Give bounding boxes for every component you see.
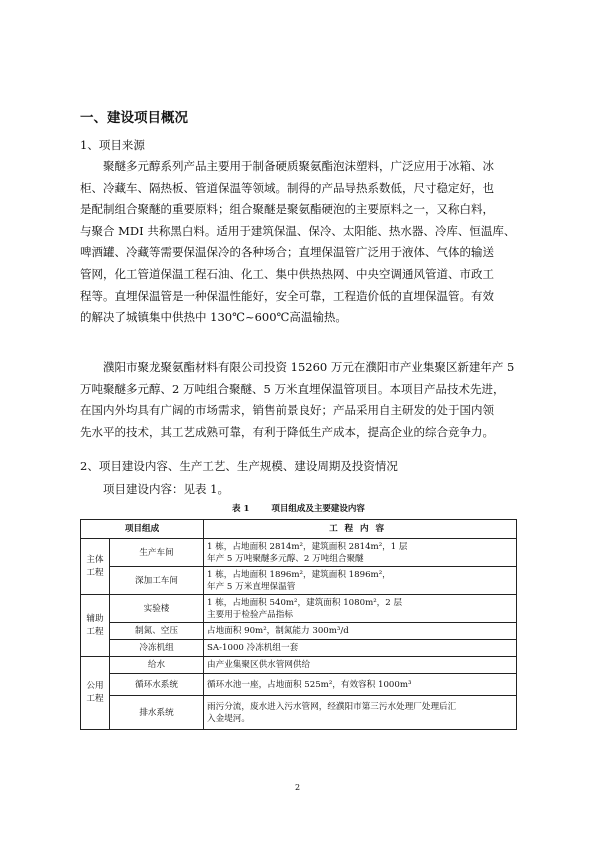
detail-cell: [204, 623, 517, 640]
table-row: [81, 567, 517, 595]
table-row: [81, 640, 517, 657]
detail-line: 1 栋，占地面积 540m²，建筑面积 1080m²，2 层: [207, 597, 403, 608]
group-cell-line: 公用: [86, 681, 104, 691]
paragraph-line: 项目建设内容：见表 1。: [103, 482, 229, 496]
group-cell-line: 主体: [86, 554, 104, 565]
detail-cell: [204, 567, 517, 595]
table-row: [81, 595, 517, 623]
paragraph-line: 啤酒罐、冷藏等需要保温保冷的各种场合；直埋保温管广泛用于液体、气体的输送: [80, 245, 494, 260]
group-cell: [81, 595, 110, 657]
paragraph-line: 先水平的技术，其工艺成熟可靠，有利于降低生产成本，提高企业的综合竞争力。: [80, 424, 494, 439]
item-cell: 循环水系统: [110, 674, 204, 696]
detail-line: 年产 5 万米直埋保温管: [207, 581, 296, 592]
paragraph-line: 是配制组合聚醚的重要原料；组合聚醚是聚氨酯硬泡的主要原料之一，又称白料，: [80, 202, 494, 217]
paragraph-company-investment: [80, 357, 517, 443]
paragraph-line: 柜、冷藏车、隔热板、管道保温等领域。制得的产品导热系数低，尺寸稳定好，也: [80, 180, 494, 195]
section-title: 一、建设项目概况: [80, 110, 188, 126]
table-row: [81, 623, 517, 640]
project-composition-table: [80, 519, 517, 730]
paragraph-line: 在国内外均具有广阔的市场需求，销售前景良好；产品采用自主研发的处于国内领: [80, 403, 494, 418]
detail-cell: [204, 657, 517, 674]
group-cell-line: 工程: [86, 694, 104, 704]
paragraph-line: 管网，化工管道保温工程石油、化工、集中供热热网、中央空调通风管道、市政工: [80, 266, 494, 281]
detail-line: 入金堤河。: [207, 713, 250, 724]
detail-cell: [204, 696, 517, 730]
subsection-title-source: 1、项目来源: [80, 138, 145, 152]
table-header-row: [81, 520, 517, 539]
table-row: [81, 696, 517, 730]
group-cell-line: 工程: [86, 626, 104, 637]
item-cell: 实验楼: [110, 595, 204, 623]
subsection-title-construction: 2、项目建设内容、生产工艺、生产规模、建设周期及投资情况: [80, 459, 398, 473]
paragraph-line: 程等。直埋保温管是一种保温性能好，安全可靠，工程造价低的直埋保温管。有效: [80, 288, 494, 303]
table-row: [81, 674, 517, 696]
item-cell: 排水系统: [110, 696, 204, 730]
detail-cell: [204, 640, 517, 657]
paragraph-line: 万吨聚醚多元醇、2 万吨组合聚醚、5 万米直埋保温管项目。本项目产品技术先进，: [80, 381, 505, 396]
page-number: 2: [294, 783, 301, 792]
group-cell-line: 辅助: [86, 613, 104, 624]
group-cell: [81, 657, 110, 730]
detail-line: 1 栋，占地面积 1896m²，建筑面积 1896m²，: [207, 569, 391, 580]
table-row: [81, 539, 517, 567]
detail-line: 雨污分流，废水进入污水管网，经濮阳市第三污水处理厂处理后汇: [207, 701, 457, 712]
table-caption-title: 项目组成及主要建设内容: [271, 504, 365, 514]
header-engineering-content: [204, 520, 517, 539]
paragraph-line: 与聚合 MDI 共称黑白料。适用于建筑保温、保冷、太阳能、热水器、冷库、恒温库、: [80, 223, 516, 238]
table-caption-label: 表 1: [232, 504, 250, 514]
paragraph-table-reference: [80, 479, 517, 501]
item-cell: 生产车间: [110, 539, 204, 567]
paragraph-product-background: [80, 156, 517, 329]
header-engineering-content-text: 工程内容: [329, 524, 391, 534]
detail-cell: [204, 674, 517, 696]
detail-cell: [204, 539, 517, 567]
detail-cell: [204, 595, 517, 623]
paragraph-line: 濮阳市聚龙聚氨酯材料有限公司投资 15260 万元在濮阳市产业集聚区新建年产 5: [103, 360, 515, 374]
detail-line: 循环水池一座，占地面积 525m²，有效容积 1000m³: [207, 679, 412, 690]
table-row: [81, 657, 517, 674]
detail-line: 占地面积 90m²，制氮能力 300m³/d: [207, 626, 349, 636]
group-cell: [81, 539, 110, 595]
item-cell: 制氮、空压: [110, 623, 204, 640]
header-project-composition: 项目组成: [81, 520, 204, 539]
table-caption: [80, 503, 517, 515]
detail-line: SA-1000 冷冻机组一套: [207, 643, 299, 653]
paragraph-line: 的解决了城镇集中供热中 130℃~600℃高温输热。: [80, 310, 347, 325]
group-cell-line: 工程: [86, 567, 104, 578]
item-cell: 冷冻机组: [110, 640, 204, 657]
detail-line: 主要用于检验产品指标: [207, 609, 293, 620]
detail-line: 由产业集聚区供水管网供给: [207, 660, 311, 670]
paragraph-line: 聚醚多元醇系列产品主要用于制备硬质聚氨酯泡沫塑料，广泛应用于冰箱、冰: [103, 159, 494, 173]
detail-line: 1 栋，占地面积 2814m²，建筑面积 2814m²，1 层: [207, 541, 408, 552]
detail-line: 年产 5 万吨聚醚多元醇、2 万吨组合聚醚: [207, 553, 364, 564]
item-cell: 深加工车间: [110, 567, 204, 595]
item-cell: 给水: [110, 657, 204, 674]
